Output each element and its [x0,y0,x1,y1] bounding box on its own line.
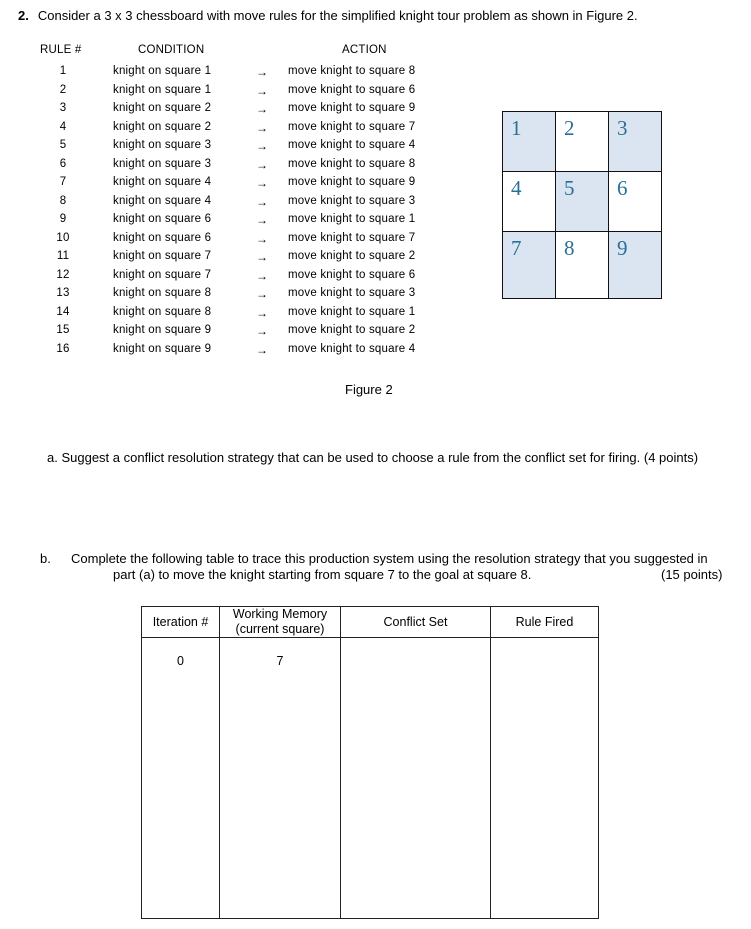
rule-row [0,343,751,362]
header-wm-line1: Working Memory [232,607,328,621]
rule-action: move knight to square 3 [288,194,416,207]
header-working-memory [220,607,341,638]
arrow-icon: → [256,287,269,301]
arrow-icon: → [256,157,269,172]
rule-condition: knight on square 9 [113,342,212,355]
header-wm-line2: (current square) [235,622,325,636]
rule-action: move knight to square 7 [288,120,416,133]
rule-action: move knight to square 3 [288,287,416,299]
rule-action: move knight to square 2 [288,250,416,262]
rule-condition: knight on square 7 [113,250,212,262]
question-title [18,8,638,23]
rule-condition: knight on square 4 [113,176,212,188]
board-cell-label: 5 [564,176,575,200]
arrow-icon: → [256,342,269,357]
arrow-icon: → [256,324,269,338]
board-cell [555,111,609,172]
board-cell-label: 3 [617,116,628,140]
arrow-icon: → [256,65,269,79]
rule-condition: knight on square 8 [113,287,212,299]
rule-number: 16 [56,342,70,355]
rule-condition: knight on square 4 [113,194,212,207]
rules-header-action: ACTION [342,44,387,56]
question-text: Consider a 3 x 3 chessboard with move rules for the simplified knight tour problem as shown in Figure 2. [37,8,638,23]
rule-condition: knight on square 2 [113,102,212,114]
rule-number: 9 [59,213,67,225]
rule-action: move knight to square 8 [288,157,416,170]
figure-caption: Figure 2 [345,382,393,397]
rule-condition: knight on square 9 [113,324,212,336]
chessboard-figure [502,111,662,299]
rule-action: move knight to square 4 [288,139,416,151]
arrow-icon: → [256,250,269,264]
working-memory-value: 7 [276,654,284,668]
rule-action: move knight to square 4 [288,342,416,355]
trace-header-row [142,607,599,638]
rule-row [0,84,751,103]
header-iteration: Iteration # [142,607,220,638]
rule-action: move knight to square 8 [288,65,416,77]
rule-action: move knight to square 6 [288,83,416,96]
rule-condition: knight on square 8 [113,305,212,318]
board-cell [555,171,609,232]
rules-header-condition: CONDITION [138,44,205,56]
rule-number: 8 [59,194,67,207]
rule-condition: knight on square 2 [113,120,212,133]
cell-rule-fired[interactable] [491,638,599,919]
part-a-text: a. Suggest a conflict resolution strategy that can be used to choose a rule from the conflict set for firing. (4 points) [47,450,699,465]
board-cell [608,231,662,299]
board-cell [608,171,662,232]
arrow-icon: → [256,176,269,190]
arrow-icon: → [256,213,269,227]
board-cell-label: 2 [564,116,575,140]
cell-working-memory[interactable] [220,638,341,919]
rule-number: 12 [56,268,70,281]
rule-number: 5 [59,139,67,151]
board-cell [555,231,609,299]
part-b-line2: part (a) to move the knight starting from square 7 to the goal at square 8. [113,567,532,582]
trace-row [142,638,599,919]
trace-table [141,606,599,919]
cell-conflict-set[interactable] [341,638,491,919]
part-b-label: b. [40,551,51,566]
arrow-icon: → [256,268,269,283]
rule-number: 7 [59,176,67,188]
rule-row [0,306,751,325]
board-cell [502,231,556,299]
part-b-points: (15 points) [661,567,723,582]
rule-number: 13 [56,287,70,299]
rule-number: 6 [59,157,67,170]
header-rule-fired: Rule Fired [491,607,599,638]
rule-number: 10 [56,231,70,244]
part-b-line1 [40,551,708,566]
board-cell-label: 9 [617,236,628,260]
rule-condition: knight on square 1 [113,83,212,96]
arrow-icon: → [256,83,269,98]
board-cell-label: 4 [511,176,522,200]
rule-number: 4 [59,120,67,133]
rule-action: move knight to square 6 [288,268,416,281]
arrow-icon: → [256,305,269,320]
rules-header-rule: RULE # [40,44,82,56]
question-number: 2. [18,8,29,23]
arrow-icon: → [256,139,269,153]
arrow-icon: → [256,194,269,209]
rule-row [0,65,751,84]
rule-condition: knight on square 6 [113,213,212,225]
rule-action: move knight to square 2 [288,324,416,336]
rule-condition: knight on square 1 [113,65,212,77]
rule-number: 14 [56,305,70,318]
rule-action: move knight to square 7 [288,231,416,244]
rule-condition: knight on square 6 [113,231,212,244]
rule-condition: knight on square 3 [113,139,212,151]
board-cell-label: 8 [564,236,575,260]
board-cell-label: 1 [511,116,522,140]
rule-row [0,324,751,343]
rule-number: 15 [56,324,70,336]
board-cell [502,171,556,232]
rule-condition: knight on square 7 [113,268,212,281]
arrow-icon: → [256,231,269,246]
header-conflict-set: Conflict Set [341,607,491,638]
rule-number: 3 [59,102,67,114]
rule-number: 1 [59,65,67,77]
arrow-icon: → [256,102,269,116]
board-cell [608,111,662,172]
board-cell-label: 6 [617,176,628,200]
board-cell-label: 7 [511,236,522,260]
rule-number: 11 [56,250,70,262]
cell-iteration[interactable] [142,638,220,919]
iteration-value: 0 [177,654,184,668]
rule-action: move knight to square 1 [288,305,416,318]
rule-action: move knight to square 1 [288,213,416,225]
board-cell [502,111,556,172]
rule-number: 2 [59,83,67,96]
arrow-icon: → [256,120,269,135]
rule-condition: knight on square 3 [113,157,212,170]
rule-action: move knight to square 9 [288,102,416,114]
rule-action: move knight to square 9 [288,176,416,188]
part-b-text-line1: Complete the following table to trace this production system using the resolution strategy that you suggested in [71,551,708,566]
